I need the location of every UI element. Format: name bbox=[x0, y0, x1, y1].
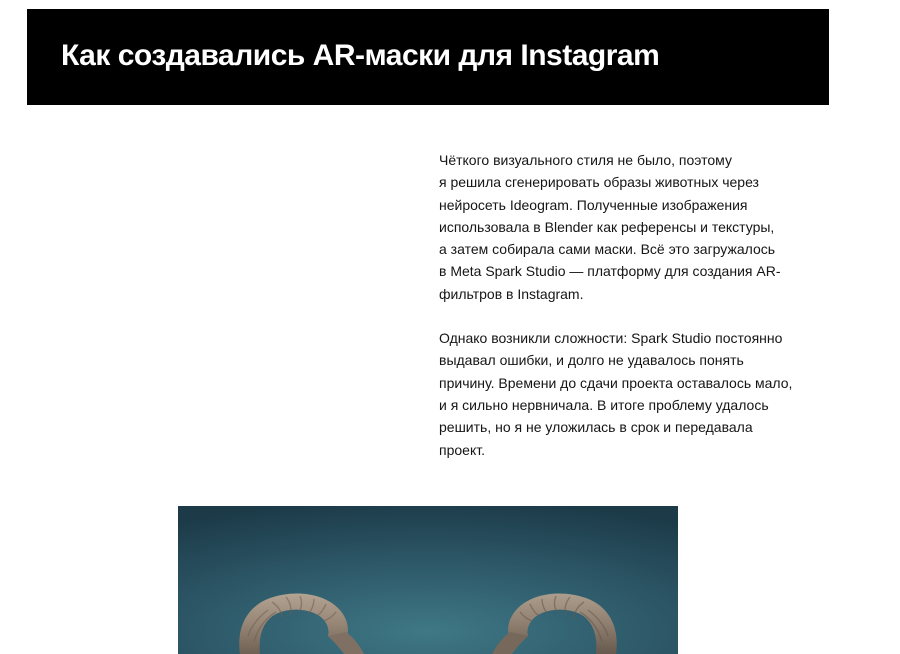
text-line: использовала в Blender как референсы и текстуры, bbox=[439, 218, 775, 235]
article-paragraph bbox=[439, 149, 839, 305]
text-line: проект. bbox=[439, 441, 485, 458]
article-body bbox=[439, 149, 839, 461]
text-line: Чёткого визуального стиля не было, поэтому bbox=[439, 152, 732, 168]
article-header bbox=[27, 9, 829, 105]
text-line: в Meta Spark Studio — платформу для создания AR- bbox=[439, 263, 781, 280]
text-line: Однако возникли сложности: Spark Studio постоянно bbox=[439, 330, 783, 347]
text-line: я решила сгенерировать образы животных через bbox=[439, 174, 759, 191]
ram-mask-image bbox=[178, 506, 678, 654]
text-line: а затем собирала сами маски. Всё это загружалось bbox=[439, 241, 776, 258]
article-paragraph bbox=[439, 327, 839, 461]
article-title: Как создавались AR-маски для Instagram bbox=[61, 39, 660, 72]
ram-horns-illustration bbox=[178, 506, 678, 654]
text-line: решить, но я не уложилась в срок и передавала bbox=[439, 419, 753, 436]
text-line: причину. Времени до сдачи проекта оставалось мало, bbox=[439, 374, 793, 391]
text-line: нейросеть Ideogram. Полученные изображения bbox=[439, 196, 748, 213]
text-line: фильтров в Instagram. bbox=[439, 285, 584, 302]
text-line: и я сильно нервничала. В итоге проблему удалось bbox=[439, 396, 769, 413]
text-line: выдавал ошибки, и долго не удавалось понять bbox=[439, 352, 744, 369]
